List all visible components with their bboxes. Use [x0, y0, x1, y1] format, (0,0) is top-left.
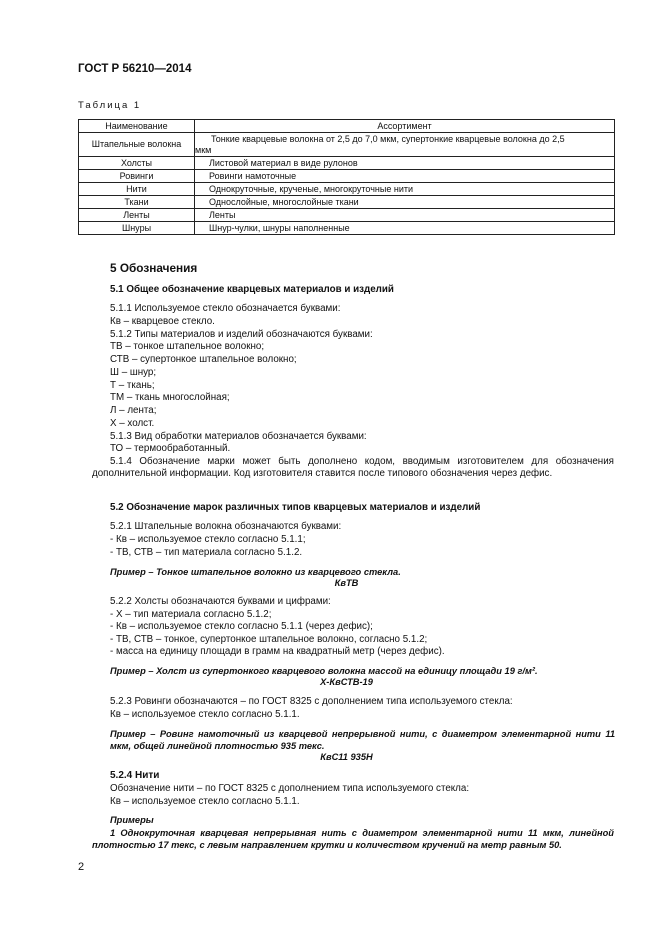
row-name: Нити [79, 183, 195, 196]
text-line: СТВ – супертонкое штапельное волокно; [110, 354, 297, 365]
section-5-1-title: 5.1 Общее обозначение кварцевых материалов и изделий [110, 284, 394, 295]
text-line: - Кв – используемое стекло согласно 5.1.1; [110, 534, 306, 545]
text-line: Х – холст. [110, 418, 155, 429]
text-line: - ТВ, СТВ – тип материала согласно 5.1.2. [110, 547, 303, 558]
text-line: Кв – используемое стекло согласно 5.1.1. [110, 796, 300, 807]
text-line: - ТВ, СТВ – тонкое, супертонкое штапельное волокно, согласно 5.1.2; [110, 634, 428, 645]
text-line: - масса на единицу площади в грамм на квадратный метр (через дефис). [110, 646, 445, 657]
section-5-title: 5 Обозначения [110, 261, 198, 275]
text-line: ТМ – ткань многослойная; [110, 392, 230, 403]
row-name: Шнуры [79, 222, 195, 235]
row-value: Однослойные, многослойные ткани [195, 196, 615, 209]
section-5-2-title: 5.2 Обозначение марок различных типов кварцевых материалов и изделий [110, 502, 481, 513]
example-4: 1 Однокруточная кварцевая непрерывная нить с диаметром элементарной нити 11 мкм, линейной плотностью 17 текс, с левым направлением крутки и количеством кручений на метр равным 50. [92, 828, 614, 850]
text-line: 5.1.2 Типы материалов и изделий обозначаются буквами: [110, 329, 373, 340]
row-value-line1: Тонкие кварцевые волокна от 2,5 до 7,0 мкм, супертонкие кварцевые волокна до 2,5 [211, 133, 565, 144]
row-value [195, 133, 615, 157]
text-line: - Кв – используемое стекло согласно 5.1.1 (через дефис); [110, 621, 373, 632]
text-line: 5.2.1 Штапельные волокна обозначаются буквами: [110, 521, 342, 532]
example-2-code: Х-КвСТВ-19 [320, 677, 373, 687]
text-line: Обозначение нити – по ГОСТ 8325 с дополнением типа используемого стекла: [110, 783, 470, 794]
row-name: Ровинги [79, 170, 195, 183]
example-2: Пример – Холст из супертонкого кварцевого волокна массой на единицу площади 19 г/м². [110, 666, 538, 676]
text-line: 5.2.2 Холсты обозначаются буквами и цифрами: [110, 596, 331, 607]
col-header-assortment: Ассортимент [195, 120, 615, 133]
row-value: Листовой материал в виде рулонов [195, 157, 615, 170]
paragraph-5-1-4: 5.1.4 Обозначение марки может быть дополнено кодом, вводимым изготовителем для обозначения дополнительной информации. Код изготовителя ставится после типового обозначения через дефис. [92, 456, 614, 479]
assortment-table [78, 119, 615, 235]
text-line: - Х – тип материала согласно 5.1.2; [110, 609, 272, 620]
table-row [79, 183, 615, 196]
row-value: Однокруточные, крученые, многокруточные нити [195, 183, 615, 196]
text-line: Т – ткань; [110, 380, 155, 391]
text-line: 5.1.1 Используемое стекло обозначается буквами: [110, 303, 341, 314]
table-header-row [79, 120, 615, 133]
table-row [79, 209, 615, 222]
example-3: Пример – Ровинг намоточный из кварцевой непрерывной нити, с диаметром элементарной нити 11 мкм, общей линейной плотностью 935 текс. [110, 729, 615, 751]
document-header: ГОСТ Р 56210—2014 [78, 63, 192, 75]
row-name: Ленты [79, 209, 195, 222]
row-value: Ровинги намоточные [195, 170, 615, 183]
text-line: 5.1.3 Вид обработки материалов обозначается буквами: [110, 431, 367, 442]
text-line: ТВ – тонкое штапельное волокно; [110, 341, 265, 352]
row-name: Штапельные волокна [79, 133, 195, 157]
row-value: Шнур-чулки, шнуры наполненные [195, 222, 615, 235]
text-line: Кв – используемое стекло согласно 5.1.1. [110, 709, 300, 720]
text-line: ТО – термообработанный. [110, 443, 231, 454]
table-row [79, 222, 615, 235]
text-line: 5.2.3 Ровинги обозначаются – по ГОСТ 8325 с дополнением типа используемого стекла: [110, 696, 513, 707]
example-3-code: КвС11 935Н [320, 752, 373, 762]
section-5-2-4-title: 5.2.4 Нити [110, 770, 160, 781]
text-line: Л – лента; [110, 405, 157, 416]
row-value: Ленты [195, 209, 615, 222]
example-1: Пример – Тонкое штапельное волокно из кварцевого стекла. [110, 567, 401, 577]
table-row [79, 170, 615, 183]
page-number: 2 [78, 861, 85, 873]
text-line: Ш – шнур; [110, 367, 157, 378]
table-row [79, 133, 615, 157]
row-name: Холсты [79, 157, 195, 170]
text-line: Кв – кварцевое стекло. [110, 316, 215, 327]
col-header-name: Наименование [79, 120, 195, 133]
row-value-line2: мкм [195, 144, 212, 155]
examples-title: Примеры [110, 815, 154, 825]
table-caption: Таблица 1 [78, 100, 142, 111]
example-1-code: КвТВ [334, 578, 359, 588]
table-row [79, 157, 615, 170]
table-row [79, 196, 615, 209]
row-name: Ткани [79, 196, 195, 209]
